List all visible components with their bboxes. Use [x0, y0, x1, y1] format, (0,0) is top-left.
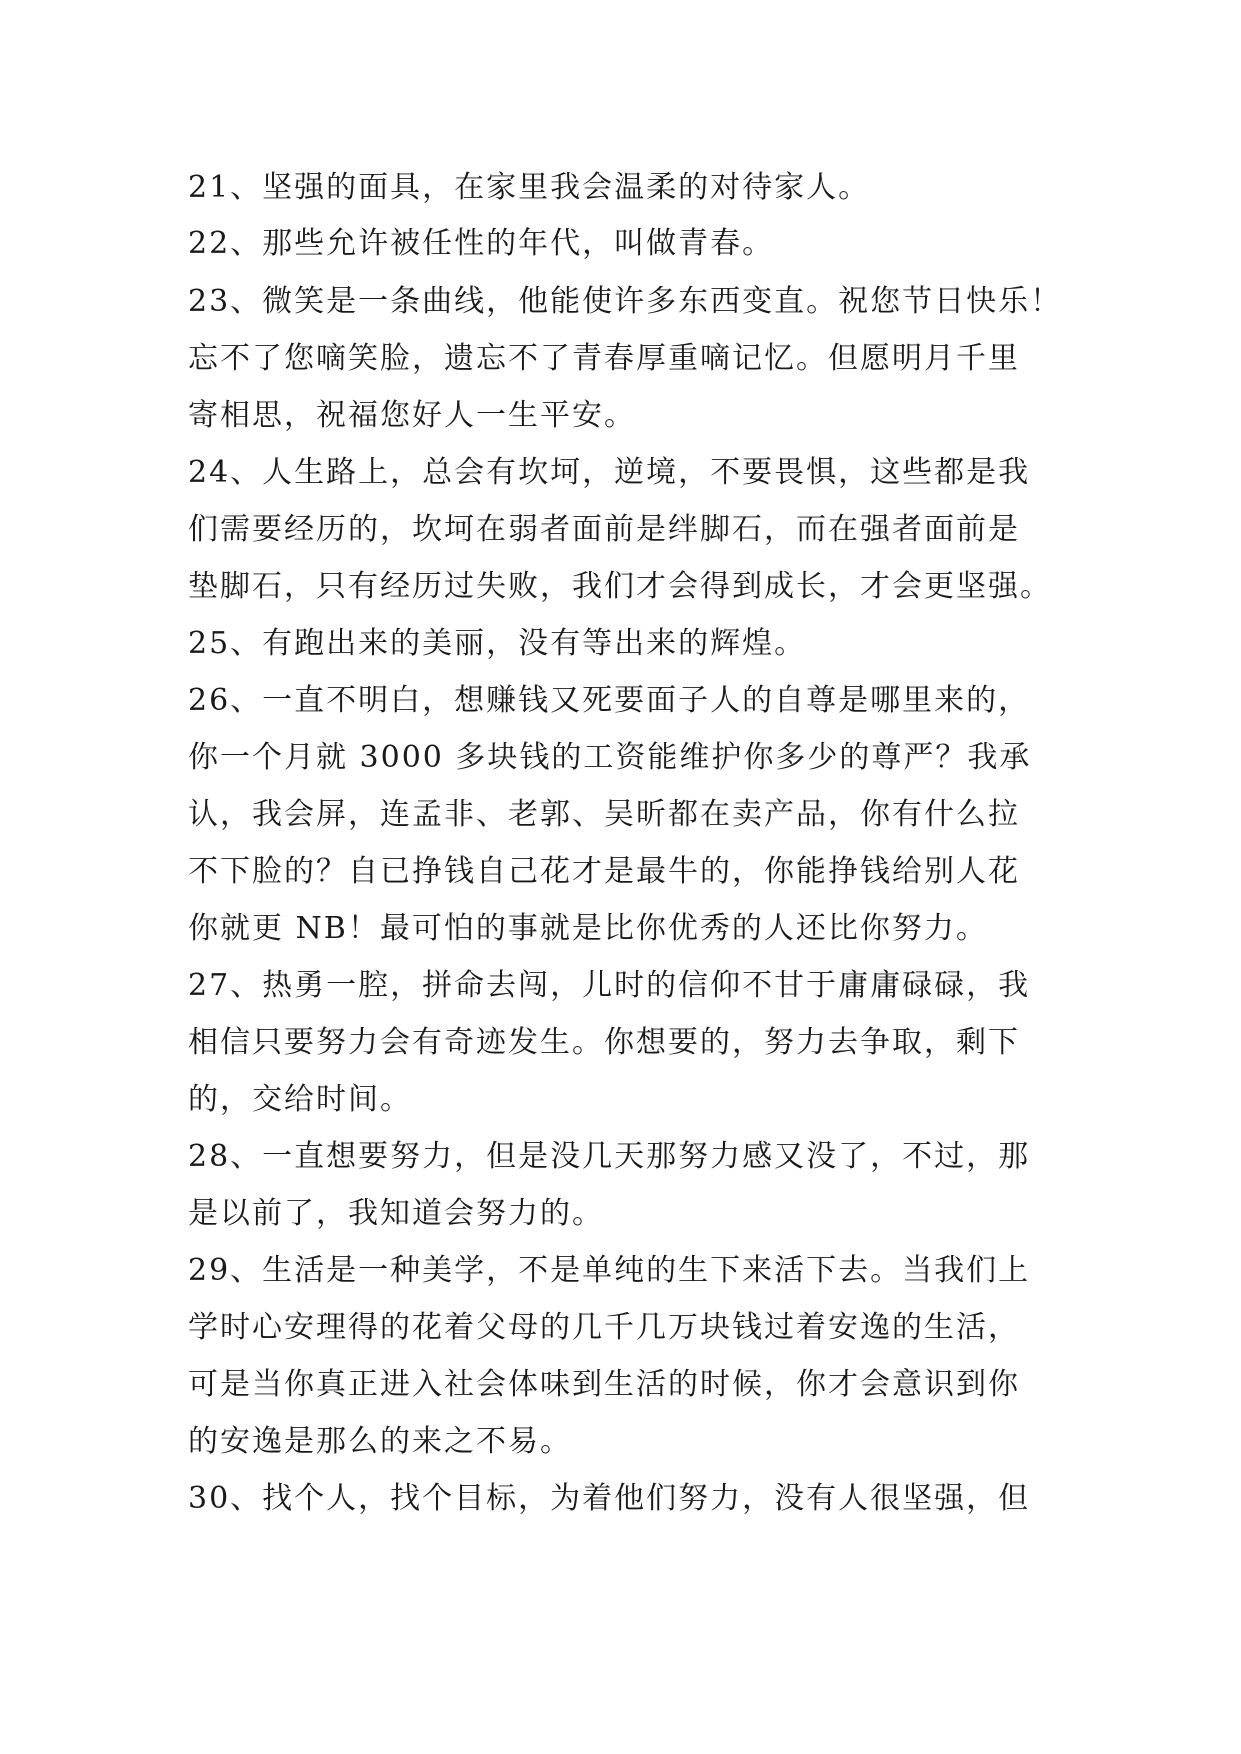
text-line: 相信只要努力会有奇迹发生。你想要的，努力去争取，剩下 [188, 1025, 1020, 1060]
text-line: 27、热勇一腔，拼命去闯，儿时的信仰不甘于庸庸碌碌，我 [188, 968, 1031, 1003]
text-line: 垫脚石，只有经历过失败，我们才会得到成长，才会更坚强。 [188, 569, 1052, 604]
text-line: 28、一直想要努力，但是没几天那努力感又没了，不过，那 [188, 1139, 1031, 1174]
text-line: 忘不了您嘀笑脸，遗忘不了青春厚重嘀记忆。但愿明月千里 [188, 341, 1020, 376]
text-line: 24、人生路上，总会有坎坷，逆境，不要畏惧，这些都是我 [188, 455, 1031, 490]
text-line: 你一个月就 3000 多块钱的工资能维护你多少的尊严？我承 [188, 740, 1032, 775]
text-line: 是以前了，我知道会努力的。 [188, 1196, 604, 1231]
text-line: 23、微笑是一条曲线，他能使许多东西变直。祝您节日快乐！ [188, 284, 1063, 319]
text-line: 22、那些允许被任性的年代，叫做青春。 [188, 226, 775, 261]
text-line: 寄相思，祝福您好人一生平安。 [188, 398, 636, 433]
text-line: 不下脸的？自已挣钱自己花才是最牛的，你能挣钱给别人花 [188, 854, 1020, 889]
text-line: 25、有跑出来的美丽，没有等出来的辉煌。 [188, 626, 807, 661]
text-line: 21、坚强的面具，在家里我会温柔的对待家人。 [188, 170, 871, 205]
text-line: 26、一直不明白，想赚钱又死要面子人的自尊是哪里来的， [188, 683, 1031, 718]
text-line: 你就更 NB！最可怕的事就是比你优秀的人还比你努力。 [188, 911, 988, 946]
text-line: 29、生活是一种美学，不是单纯的生下来活下去。当我们上 [188, 1253, 1031, 1288]
text-line: 的，交给时间。 [188, 1082, 412, 1117]
text-line: 的安逸是那么的来之不易。 [188, 1424, 572, 1459]
text-line: 们需要经历的，坎坷在弱者面前是绊脚石，而在强者面前是 [188, 512, 1020, 547]
text-line: 30、找个人，找个目标，为着他们努力，没有人很坚强，但 [188, 1481, 1031, 1516]
text-line: 学时心安理得的花着父母的几千几万块钱过着安逸的生活， [188, 1310, 1020, 1345]
text-line: 可是当你真正进入社会体味到生活的时候，你才会意识到你 [188, 1367, 1020, 1402]
text-line: 认，我会屏，连孟非、老郭、吴昕都在卖产品，你有什么拉 [188, 797, 1020, 832]
